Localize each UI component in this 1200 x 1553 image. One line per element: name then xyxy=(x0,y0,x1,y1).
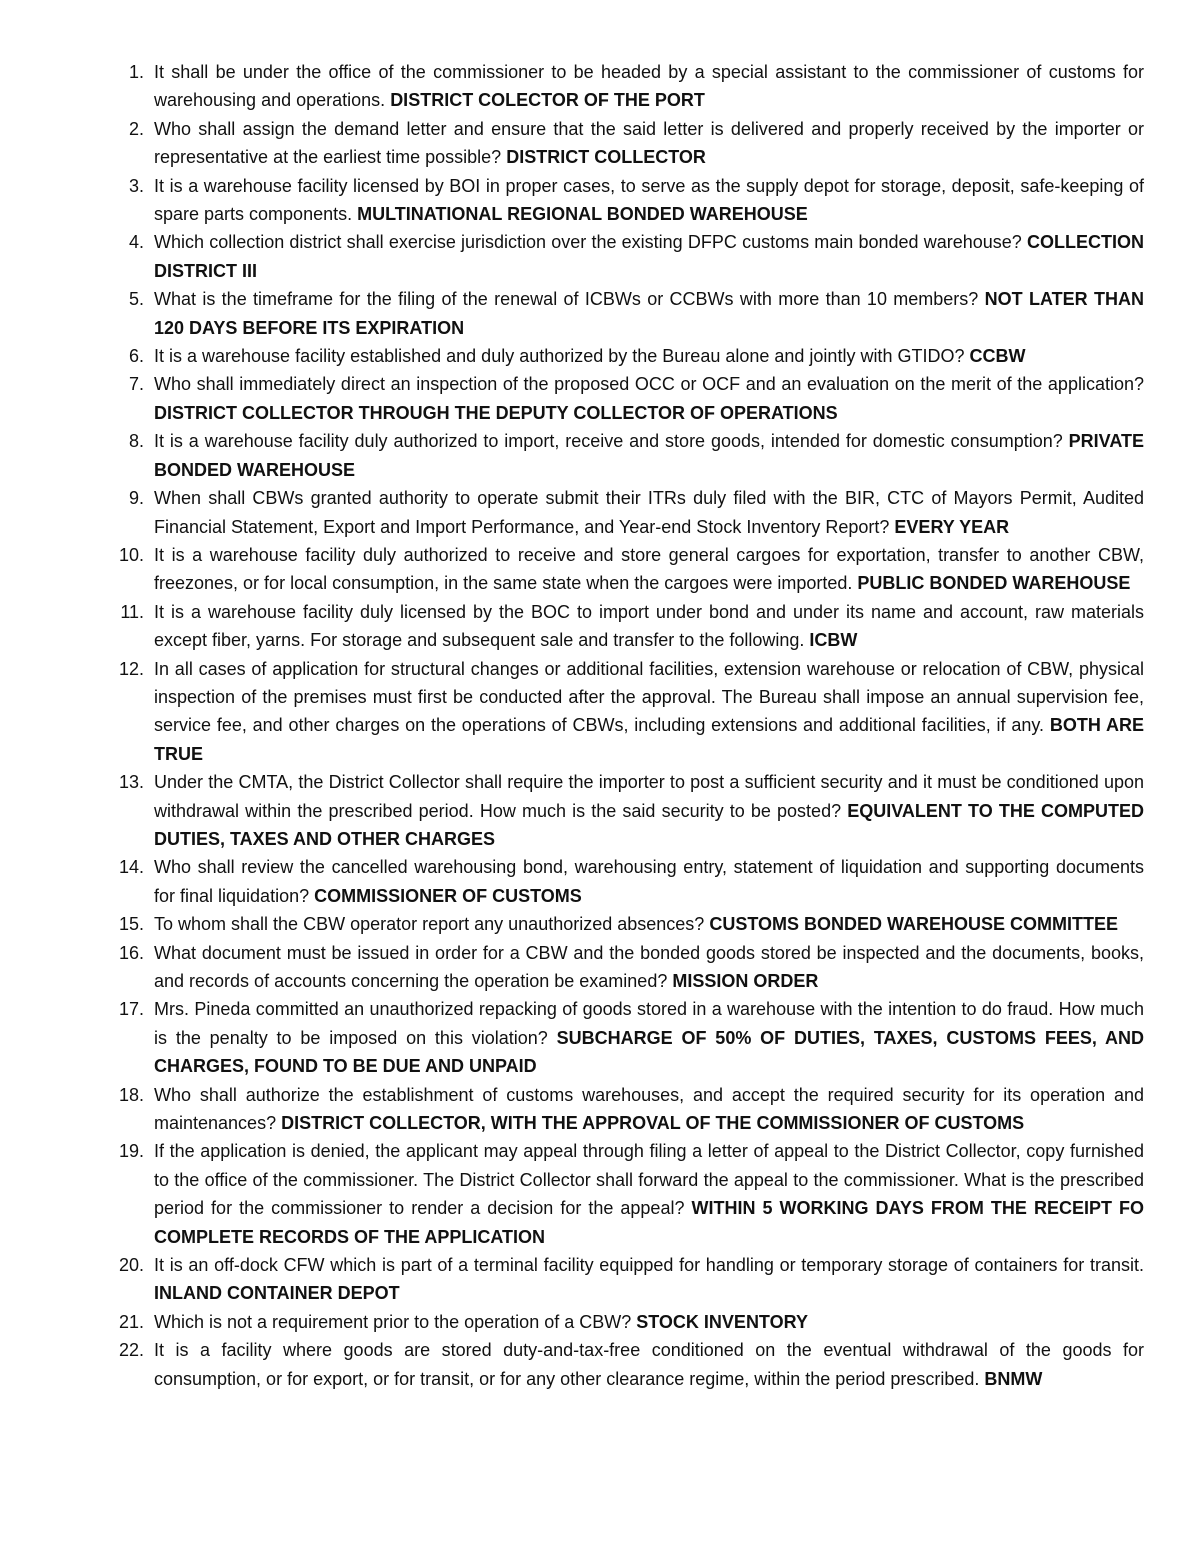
answer-text: BNMW xyxy=(984,1368,1043,1389)
item-number: 15. xyxy=(118,914,144,935)
item-number: 12. xyxy=(118,658,144,679)
item-number: 7. xyxy=(128,374,144,395)
question-text: It is a warehouse facility established and duly authorized by the Bureau alone and jointly with GTIDO? xyxy=(154,346,965,367)
list-item xyxy=(100,342,1144,370)
question-text: Who shall authorize the establishment of customs warehouses, and accept the required security for its operation and maintenances? xyxy=(154,1084,1144,1134)
question-text: To whom shall the CBW operator report any unauthorized absences? xyxy=(154,914,705,935)
answer-text: COMMISSIONER OF CUSTOMS xyxy=(314,885,582,906)
answer-text: ICBW xyxy=(809,630,858,651)
answer-text: MISSION ORDER xyxy=(672,971,819,991)
answer-text: WITHIN 5 WORKING DAYS FROM THE RECEIPT FO COMPLETE RECORDS OF THE APPLICATION xyxy=(154,1198,1144,1247)
item-number: 2. xyxy=(128,118,144,139)
list-item xyxy=(100,1251,1144,1308)
question-text: If the application is denied, the applicant may appeal through filing a letter of appeal to the District Collector, copy furnished to the office of the commissioner. The District Collector shall forward the appeal to the commissioner. What is the prescribed period for the commissioner to render a decision for the appeal? xyxy=(154,1141,1144,1219)
item-number: 20. xyxy=(118,1255,144,1276)
answer-text: EQUIVALENT TO THE COMPUTED DUTIES, TAXES AND OTHER CHARGES xyxy=(154,800,1144,849)
list-item xyxy=(100,1137,1144,1251)
question-text: It is a warehouse facility duly authorized to receive and store general cargoes for exportation, transfer to another CBW, freezones, or for local consumption, in the same state when the cargoes were imported. xyxy=(154,544,1144,594)
question-text: What document must be issued in order for a CBW and the bonded goods stored be inspected and the documents, books, and records of accounts concerning the operation be examined? xyxy=(154,942,1144,991)
question-text: When shall CBWs granted authority to operate submit their ITRs duly filed with the BIR, CTC of Mayors Permit, Audited Financial Statement, Export and Import Performance, and Year-end Stock Inventory Report? xyxy=(154,488,1144,537)
list-item xyxy=(100,427,1144,484)
item-number: 11. xyxy=(120,601,144,622)
list-item xyxy=(100,541,1144,598)
question-text: Who shall review the cancelled warehousing bond, warehousing entry, statement of liquidation and supporting documents for final liquidation? xyxy=(154,857,1144,906)
item-number: 13. xyxy=(118,772,144,793)
answer-text: INLAND CONTAINER DEPOT xyxy=(154,1283,400,1304)
answer-text: EVERY YEAR xyxy=(894,516,1010,537)
list-item xyxy=(100,228,1144,285)
answer-text: DISTRICT COLECTOR OF THE PORT xyxy=(390,90,705,111)
question-text: It is an off-dock CFW which is part of a terminal facility equipped for handling or temporary storage of containers for transit. xyxy=(154,1255,1144,1276)
question-text: What is the timeframe for the filing of the renewal of ICBWs or CCBWs with more than 10 members? xyxy=(154,289,979,310)
answer-text: BOTH ARE TRUE xyxy=(154,715,1144,764)
answer-text: DISTRICT COLLECTOR THROUGH THE DEPUTY COLLECTOR OF OPERATIONS xyxy=(154,402,838,423)
answer-text: SUBCHARGE OF 50% OF DUTIES, TAXES, CUSTOMS FEES, AND CHARGES, FOUND TO BE DUE AND UNPAID xyxy=(154,1027,1144,1077)
answer-text: COLLECTION DISTRICT III xyxy=(154,232,1144,281)
answer-text: MULTINATIONAL REGIONAL BONDED WAREHOUSE xyxy=(357,204,808,225)
question-text: In all cases of application for structural changes or additional facilities, extension warehouse or relocation of CBW, physical inspection of the premises must first be conducted after the approval. The Bureau shall impose an annual supervision fee, service fee, and other charges on the operations of CBWs, including extensions and additional facilities, if any. xyxy=(154,658,1144,736)
question-text: Under the CMTA, the District Collector shall require the importer to post a sufficient security and it must be conditioned upon withdrawal within the prescribed period. How much is the said security to be posted? xyxy=(154,772,1144,821)
item-number: 21. xyxy=(118,1311,144,1332)
list-item xyxy=(100,484,1144,541)
question-list xyxy=(100,58,1144,1393)
list-item xyxy=(100,172,1144,229)
list-item xyxy=(100,285,1144,342)
item-number: 10. xyxy=(118,544,144,565)
question-text: It is a warehouse facility duly authorized to import, receive and store goods, intended for domestic consumption? xyxy=(154,431,1063,452)
question-text: Who shall assign the demand letter and ensure that the said letter is delivered and properly received by the importer or representative at the earliest time possible? xyxy=(154,118,1144,168)
question-text: It shall be under the office of the commissioner to be headed by a special assistant to the commissioner of customs for warehousing and operations. xyxy=(154,62,1144,111)
question-text: It is a facility where goods are stored duty-and-tax-free conditioned on the eventual withdrawal of the goods for consumption, or for export, or for transit, or for any other clearance regime, within the period prescribed. xyxy=(154,1340,1144,1389)
item-number: 14. xyxy=(118,857,144,878)
list-item xyxy=(100,768,1144,853)
answer-text: PRIVATE BONDED WAREHOUSE xyxy=(154,431,1144,480)
item-number: 8. xyxy=(128,431,144,452)
list-item xyxy=(100,1336,1144,1393)
item-number: 22. xyxy=(118,1340,144,1361)
item-number: 18. xyxy=(118,1084,144,1105)
list-item xyxy=(100,58,1144,115)
answer-text: STOCK INVENTORY xyxy=(636,1311,808,1332)
list-item xyxy=(100,115,1144,172)
list-item xyxy=(100,910,1144,938)
item-number: 1. xyxy=(128,62,144,82)
answer-text: DISTRICT COLLECTOR xyxy=(506,147,706,168)
item-number: 6. xyxy=(128,346,144,367)
item-number: 5. xyxy=(128,289,144,310)
list-item xyxy=(100,995,1144,1080)
list-item xyxy=(100,939,1144,996)
answer-text: CUSTOMS BONDED WAREHOUSE COMMITTEE xyxy=(709,914,1119,935)
question-text: It is a warehouse facility duly licensed by the BOC to import under bond and under its name and account, raw materials except fiber, yarns. For storage and subsequent sale and transfer to the following. xyxy=(154,601,1144,651)
answer-text: NOT LATER THAN 120 DAYS BEFORE ITS EXPIRATION xyxy=(154,289,1144,338)
question-text: Which collection district shall exercise jurisdiction over the existing DFPC customs main bonded warehouse? xyxy=(154,232,1022,253)
question-text: Which is not a requirement prior to the operation of a CBW? xyxy=(154,1311,632,1332)
answer-text: PUBLIC BONDED WAREHOUSE xyxy=(857,573,1131,594)
list-item xyxy=(100,1081,1144,1138)
item-number: 16. xyxy=(118,942,144,963)
item-number: 4. xyxy=(128,232,144,253)
list-item xyxy=(100,598,1144,655)
answer-text: DISTRICT COLLECTOR, WITH THE APPROVAL OF THE COMMISSIONER OF CUSTOMS xyxy=(281,1113,1025,1134)
list-item xyxy=(100,853,1144,910)
item-number: 17. xyxy=(118,999,144,1020)
list-item xyxy=(100,655,1144,769)
question-text: Who shall immediately direct an inspection of the proposed OCC or OCF and an evaluation on the merit of the application? xyxy=(154,374,1144,395)
item-number: 3. xyxy=(128,175,144,196)
list-item xyxy=(100,1308,1144,1336)
item-number: 19. xyxy=(118,1141,144,1162)
answer-text: CCBW xyxy=(969,346,1026,367)
list-item xyxy=(100,370,1144,427)
question-text: Mrs. Pineda committed an unauthorized repacking of goods stored in a warehouse with the intention to do fraud. How much is the penalty to be imposed on this violation? xyxy=(154,999,1144,1048)
item-number: 9. xyxy=(128,488,144,509)
question-text: It is a warehouse facility licensed by BOI in proper cases, to serve as the supply depot for storage, deposit, safe-keeping of spare parts components. xyxy=(154,175,1144,225)
